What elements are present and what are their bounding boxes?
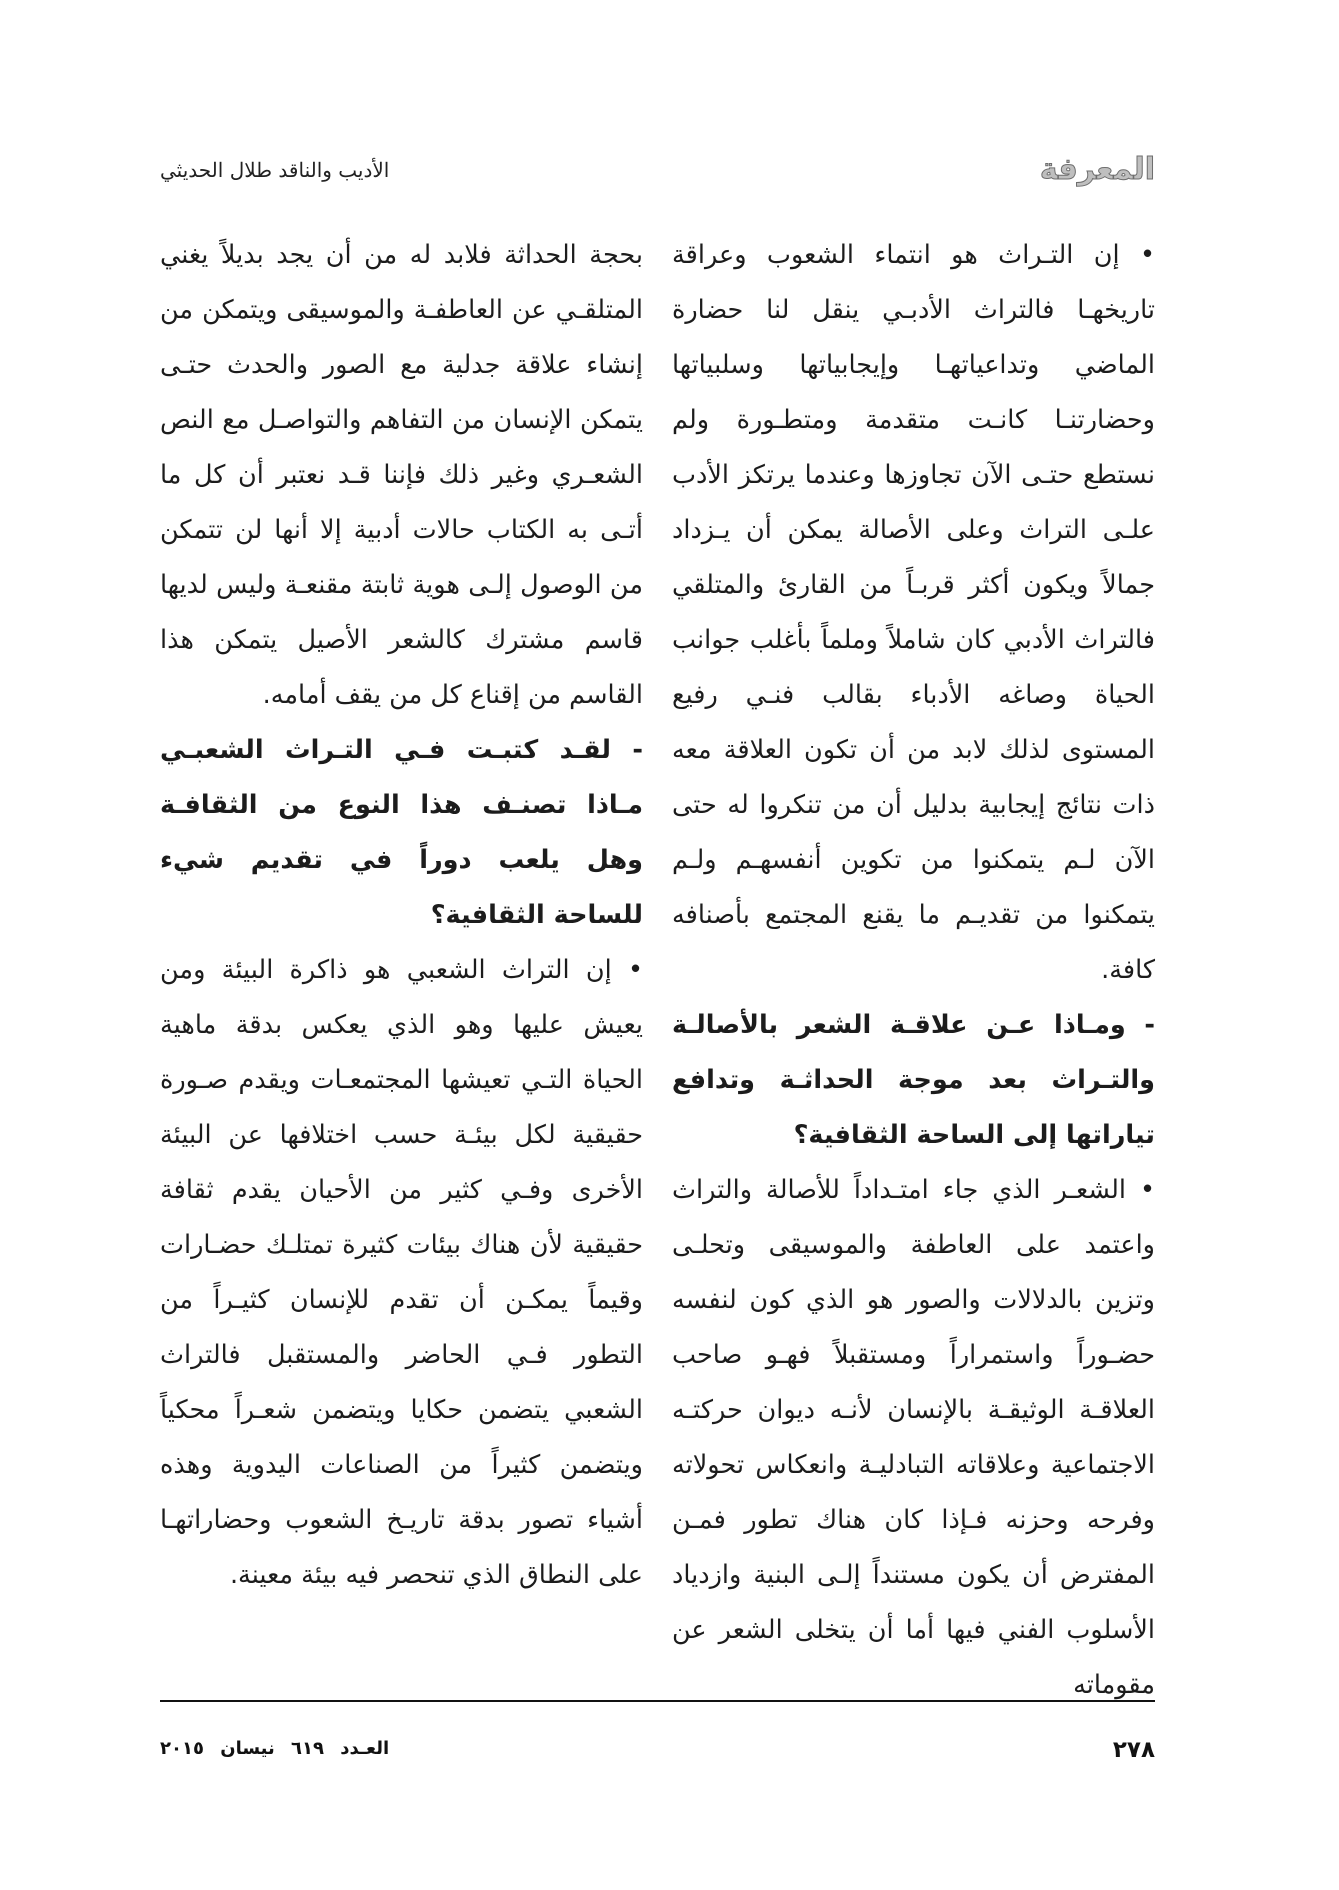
footer-divider	[160, 1700, 1155, 1702]
interview-question: - لقـد كتبـت فـي التـراث الشعبـي مـاذا تصنـف هذا النوع من الثقافـة وهل يلعب دوراً في تقديم شيء للساحة الثقافية؟	[160, 735, 643, 930]
text-column-left	[160, 228, 643, 1603]
interview-question: - ومـاذا عـن علاقـة الشعر بالأصالـة والتـراث بعد موجة الحداثـة وتدافع تياراتها إلى الساحة الثقافية؟	[672, 1010, 1155, 1150]
page-number: ٢٧٨	[1112, 1737, 1155, 1763]
text-column-right	[672, 228, 1155, 1713]
running-header-title: الأديب والناقد طلال الحديثي	[160, 158, 390, 182]
answer-paragraph: بحجة الحداثة فلابد له من أن يجد بديلاً يغني المتلقـي عن العاطفـة والموسيقى ويتمكن من إنشاء علاقة جدلية مع الصور والحدث حتـى يتمكن الإنسان من التفاهم والتواصـل مع النص الشعـري وغير ذلك فإننا قـد نعتبر أن كل ما أتـى به الكتاب حالات أدبية إلا أنها لن تتمكن من الوصول إلـى هوية ثابتة مقنعـة وليس لديها قاسم مشترك كالشعر الأصيل يتمكن هذا القاسم من إقناع كل من يقف أمامه.	[160, 240, 643, 710]
answer-paragraph: • إن التراث الشعبي هو ذاكرة البيئة ومن يعيش عليها وهو الذي يعكس بدقة ماهية الحياة التـي تعيشها المجتمعـات ويقدم صـورة حقيقية لكل بيئـة حسب اختلافها عن البيئة الأخرى وفـي كثير من الأحيان يقدم ثقافة حقيقية لأن هناك بيئات كثيرة تمتلـك حضـارات وقيماً يمكـن أن تقدم للإنسان كثيـراً من التطور فـي الحاضر والمستقبل فالتراث الشعبي يتضمن حكايا ويتضمن شعـراً محكياً ويتضمن كثيراً من الصناعات اليدوية وهذه أشياء تصور بدقة تاريـخ الشعوب وحضاراتهـا على النطاق الذي تنحصر فيه بيئة معينة.	[160, 955, 643, 1590]
issue-info: العـدد ٦١٩ نيسان ٢٠١٥	[160, 1738, 390, 1759]
magazine-logo: المعرفة	[1039, 152, 1155, 187]
answer-paragraph: • الشعـر الذي جاء امتـداداً للأصالة والتراث واعتمد على العاطفة والموسيقى وتحلـى وتزين بالدلالات والصور هو الذي كون لنفسه حضـوراً واستمراراً ومستقبلاً فهـو صاحب العلاقـة الوثيقـة بالإنسان لأنـه ديوان حركتـه الاجتماعية وعلاقاته التبادليـة وانعكاس تحولاته وفرحه وحزنه فـإذا كان هناك تطور فمـن المفترض أن يكون مستنداً إلـى البنية وازدياد الأسلوب الفني فيها أما أن يتخلى الشعر عن مقوماته	[672, 1175, 1155, 1700]
answer-paragraph: • إن التـراث هو انتماء الشعوب وعراقة تاريخهـا فالتراث الأدبـي ينقل لنا حضارة الماضي وتداعياتهـا وإيجابياتها وسلبياتها وحضارتنـا كانـت متقدمة ومتطـورة ولم نستطع حتـى الآن تجاوزها وعندما يرتكز الأدب علـى التراث وعلى الأصالة يمكن أن يـزداد جمالاً ويكون أكثر قربـاً من القارئ والمتلقي فالتراث الأدبي كان شاملاً وملماً بأغلب جوانب الحياة وصاغه الأدباء بقالب فنـي رفيع المستوى لذلك لابد من أن تكون العلاقة معه ذات نتائج إيجابية بدليل أن من تنكروا له حتى الآن لـم يتمكنوا من تكوين أنفسهـم ولـم يتمكنوا من تقديـم ما يقنع المجتمع بأصنافه كافة.	[672, 240, 1155, 985]
